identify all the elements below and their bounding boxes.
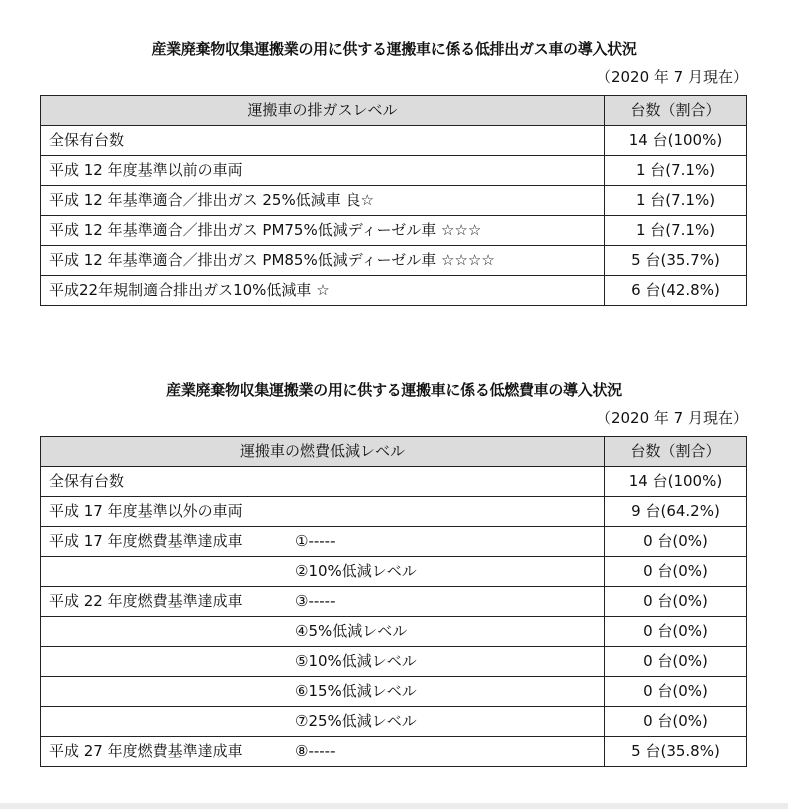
column-header-count: 台数（割合） — [605, 437, 747, 467]
row-category: 平成 17 年度基準以外の車両 — [49, 502, 243, 520]
row-category: 平成 27 年度燃費基準達成車 — [49, 742, 243, 760]
row-label — [41, 587, 605, 617]
row-count: 6 台(42.8%) — [605, 276, 747, 306]
row-count: 14 台(100%) — [605, 126, 747, 156]
table1-date: （2020 年 7 月現在） — [595, 68, 748, 86]
table-row — [41, 677, 747, 707]
table-row — [41, 467, 747, 497]
row-level: ②10%低減レベル — [295, 562, 417, 580]
table-row — [41, 216, 747, 246]
row-label — [41, 557, 605, 587]
column-header-emission-level: 運搬車の排ガスレベル — [41, 96, 605, 126]
column-header-count: 台数（割合） — [605, 96, 747, 126]
row-label — [41, 647, 605, 677]
emission-table — [40, 95, 747, 306]
row-level: ⑥15%低減レベル — [295, 682, 417, 700]
row-category: 平成 17 年度燃費基準達成車 — [49, 532, 243, 550]
row-count: 5 台(35.7%) — [605, 246, 747, 276]
row-label — [41, 737, 605, 767]
table-header-row — [41, 437, 747, 467]
row-category: 平成 22 年度燃費基準達成車 — [49, 592, 243, 610]
row-count: 1 台(7.1%) — [605, 186, 747, 216]
table-row — [41, 557, 747, 587]
column-header-fuel-level: 運搬車の燃費低減レベル — [41, 437, 605, 467]
row-count: 14 台(100%) — [605, 467, 747, 497]
row-count: 0 台(0%) — [605, 677, 747, 707]
table-row — [41, 587, 747, 617]
table2-title: 産業廃棄物収集運搬業の用に供する運搬車に係る低燃費車の導入状況 — [166, 381, 622, 399]
row-label — [41, 617, 605, 647]
row-label — [41, 677, 605, 707]
row-level: ③----- — [295, 592, 336, 610]
row-label: 平成22年規制適合排出ガス10%低減車 ☆ — [41, 276, 605, 306]
row-label — [41, 467, 605, 497]
row-level: ①----- — [295, 532, 336, 550]
table-row — [41, 126, 747, 156]
table-row — [41, 707, 747, 737]
row-level: ⑧----- — [295, 742, 336, 760]
table1-title: 産業廃棄物収集運搬業の用に供する運搬車に係る低排出ガス車の導入状況 — [151, 40, 637, 58]
row-label: 平成 12 年基準適合／排出ガス 25%低減車 良☆ — [41, 186, 605, 216]
row-count: 0 台(0%) — [605, 707, 747, 737]
row-count: 0 台(0%) — [605, 527, 747, 557]
row-category: 全保有台数 — [49, 472, 125, 490]
row-count: 1 台(7.1%) — [605, 216, 747, 246]
row-label: 全保有台数 — [41, 126, 605, 156]
row-count: 0 台(0%) — [605, 647, 747, 677]
fuel-efficiency-table — [40, 436, 747, 767]
row-count: 9 台(64.2%) — [605, 497, 747, 527]
row-label: 平成 12 年基準適合／排出ガス PM85%低減ディーゼル車 ☆☆☆☆ — [41, 246, 605, 276]
row-level: ⑤10%低減レベル — [295, 652, 417, 670]
table-row — [41, 527, 747, 557]
row-count: 0 台(0%) — [605, 587, 747, 617]
row-level: ④5%低減レベル — [295, 622, 408, 640]
row-label: 平成 12 年基準適合／排出ガス PM75%低減ディーゼル車 ☆☆☆ — [41, 216, 605, 246]
row-count: 0 台(0%) — [605, 557, 747, 587]
row-count: 1 台(7.1%) — [605, 156, 747, 186]
table2-date: （2020 年 7 月現在） — [595, 409, 748, 427]
table-row — [41, 497, 747, 527]
row-label — [41, 497, 605, 527]
table-row — [41, 186, 747, 216]
row-count: 5 台(35.8%) — [605, 737, 747, 767]
row-label — [41, 527, 605, 557]
table-row — [41, 276, 747, 306]
table-header-row — [41, 96, 747, 126]
table-row — [41, 156, 747, 186]
row-count: 0 台(0%) — [605, 617, 747, 647]
table-row — [41, 647, 747, 677]
bottom-divider — [0, 803, 788, 809]
table-row — [41, 617, 747, 647]
row-level: ⑦25%低減レベル — [295, 712, 417, 730]
row-label — [41, 707, 605, 737]
row-label: 平成 12 年度基準以前の車両 — [41, 156, 605, 186]
table-row — [41, 246, 747, 276]
table-row — [41, 737, 747, 767]
